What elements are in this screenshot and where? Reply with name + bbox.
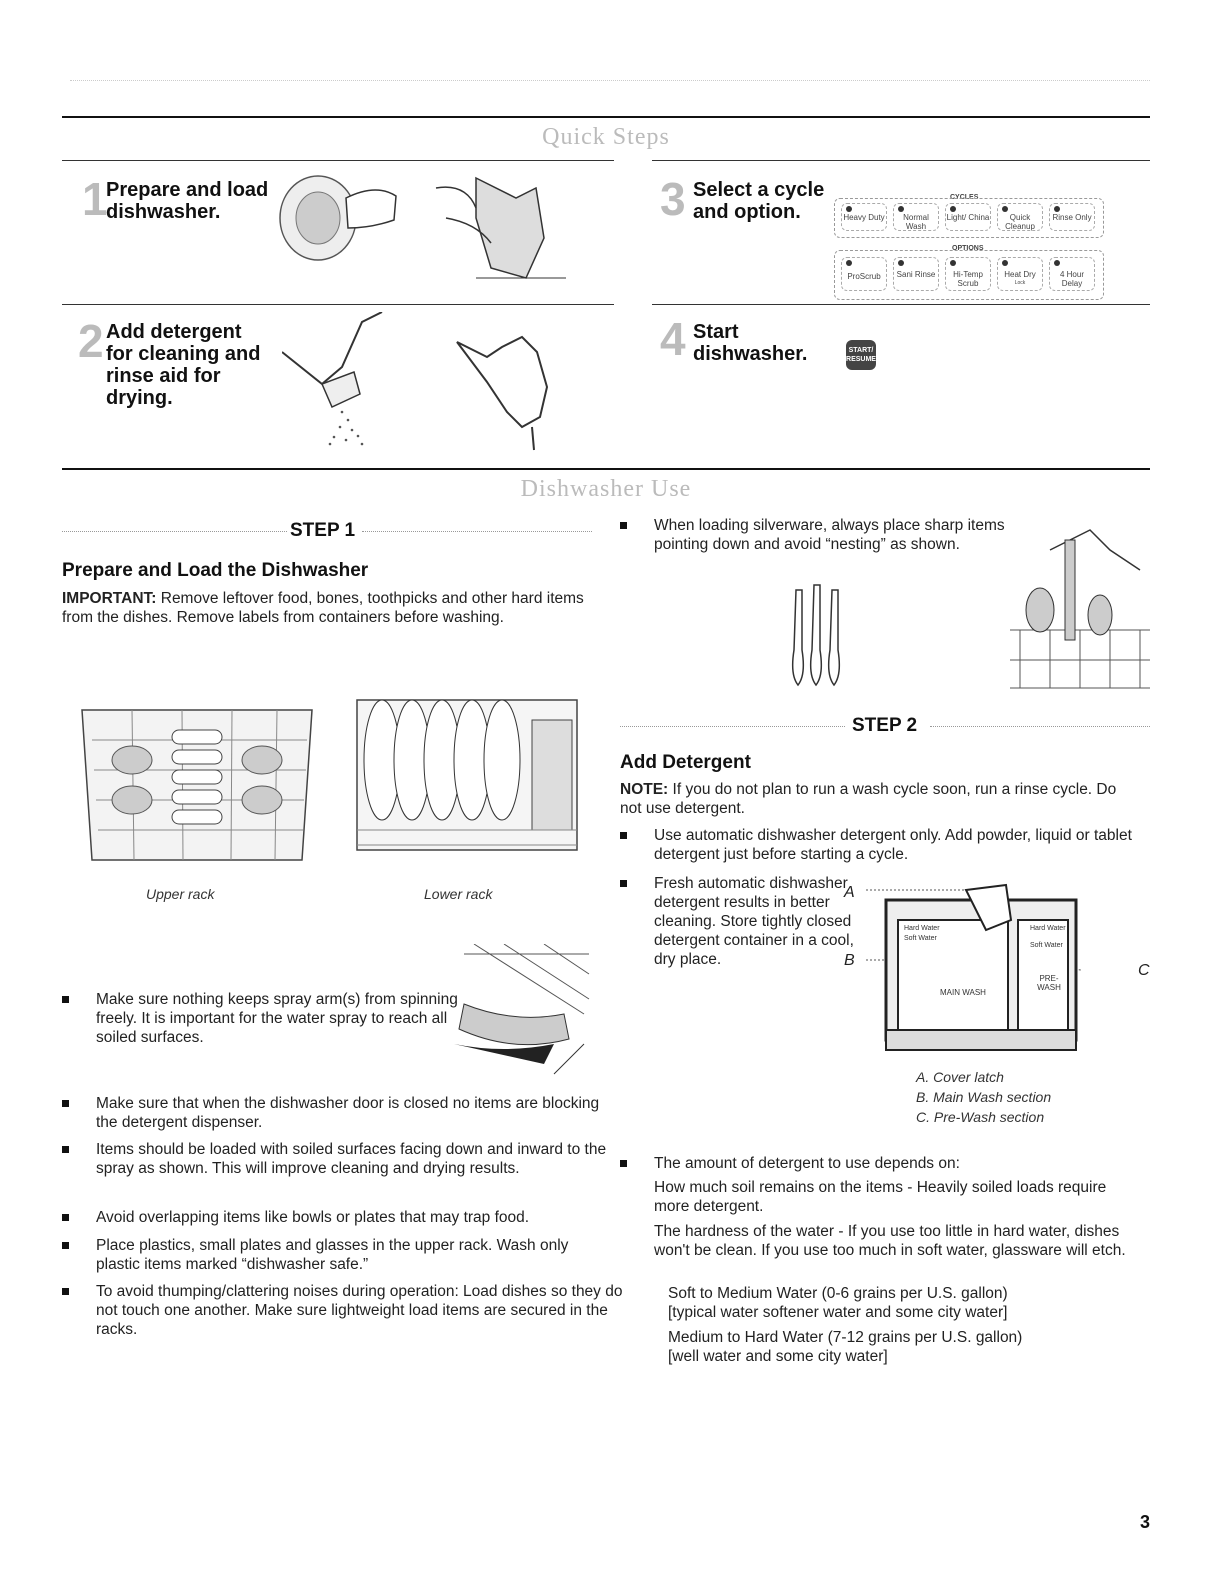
bullet-square xyxy=(62,1288,69,1295)
bullet-fresh-detergent-text: Fresh automatic dishwasher detergent results in better cleaning. Store tightly closed detergent container in a cool, dry place. xyxy=(654,875,854,968)
bullet-square xyxy=(620,522,627,529)
option-button-sani-rinse[interactable] xyxy=(893,257,939,291)
option-led xyxy=(846,260,852,266)
quick-step-2-line1: Add detergent xyxy=(106,321,242,343)
cycle-led xyxy=(846,206,852,212)
silverware-pointing-down-illustration xyxy=(784,580,854,690)
bullet-silverware xyxy=(620,516,1044,554)
bullet-automatic-detergent-text: Use automatic dishwasher detergent only. Add powder, liquid or tablet detergent just before starting a cycle. xyxy=(654,827,1132,863)
quick-steps-title: Quick Steps xyxy=(542,124,670,150)
step-2-dots-right xyxy=(930,726,1150,727)
quick-step-1-number: 1 xyxy=(82,173,108,225)
bullet-spray-arm-text: Make sure nothing keeps spray arm(s) from spinning freely. It is important for the water spray to reach all soiled surfaces. xyxy=(96,991,458,1046)
dispenser-legend xyxy=(916,1067,1051,1127)
lower-rack-caption: Lower rack xyxy=(424,886,493,902)
bullet-amount-detergent-text: The amount of detergent to use depends on: xyxy=(654,1155,960,1172)
cycle-label-rinse-only: Rinse Only xyxy=(1052,213,1092,222)
dispenser-soft-water-2: Soft Water xyxy=(1030,942,1063,949)
quick-step-4-text xyxy=(693,321,808,365)
option-label-hi-temp-scrub: Hi-Temp Scrub xyxy=(953,270,983,288)
note-paragraph xyxy=(620,780,1140,818)
cycle-button-heavy-duty[interactable] xyxy=(841,203,887,231)
step-2-heading: Add Detergent xyxy=(620,752,751,773)
spray-arm-illustration xyxy=(444,944,594,1084)
bullet-door-closed-text: Make sure that when the dishwasher door is closed no items are blocking the detergent dispenser. xyxy=(96,1095,600,1131)
dispenser-label-a: A xyxy=(844,884,855,901)
dishwasher-use-top-rule xyxy=(62,468,1150,470)
option-led xyxy=(1054,260,1060,266)
quick-step-2-number: 2 xyxy=(78,315,104,367)
quick-step-2-text xyxy=(106,321,260,409)
upper-rack-caption: Upper rack xyxy=(146,886,215,902)
bullet-soiled-surfaces xyxy=(62,1140,616,1178)
bullet-square xyxy=(620,880,627,887)
bullet-overlapping xyxy=(62,1208,626,1227)
quick-step-3-text xyxy=(693,179,824,223)
bullet-overlapping-text: Avoid overlapping items like bowls or plates that may trap food. xyxy=(96,1209,530,1226)
bullet-silverware-text: When loading silverware, always place sharp items pointing down and avoid “nesting” as shown. xyxy=(654,517,1005,553)
option-button-hi-temp-scrub[interactable] xyxy=(945,257,991,291)
step-1-heading: Prepare and Load the Dishwasher xyxy=(62,560,369,581)
upper-rack-illustration xyxy=(62,690,332,880)
pouring-detergent-illustration xyxy=(282,312,582,452)
page-number: 3 xyxy=(1140,1512,1151,1532)
bullet-square xyxy=(62,1214,69,1221)
cycles-panel xyxy=(834,198,1104,238)
option-button-proscrub[interactable] xyxy=(841,257,887,291)
bullet-square xyxy=(62,1146,69,1153)
hard-water-paragraph xyxy=(668,1328,1148,1366)
bullet-soiled-surfaces-text: Items should be loaded with soiled surfaces facing down and inward to the spray as shown. This will improve cleaning and drying results. xyxy=(96,1141,607,1177)
dispenser-label-c: C xyxy=(1138,962,1150,979)
bullet-plastics xyxy=(62,1236,616,1274)
cycles-label: CYCLES xyxy=(950,194,979,201)
quick-steps-mid-rule-right xyxy=(652,304,1150,305)
quick-step-3-number: 3 xyxy=(660,173,686,225)
bullet-spray-arm xyxy=(62,990,466,1047)
dispenser-label-b: B xyxy=(844,952,855,969)
option-label-proscrub: ProScrub xyxy=(847,272,881,281)
bullet-square xyxy=(62,996,69,1003)
legend-pre-wash-section: C. Pre-Wash section xyxy=(916,1109,1045,1125)
step-2-label: STEP 2 xyxy=(852,715,918,736)
important-paragraph xyxy=(62,589,592,627)
option-label-4-hour-delay: 4 Hour Delay xyxy=(1059,270,1084,288)
step-1-header xyxy=(62,520,592,544)
step-1-dots-left xyxy=(62,531,287,532)
bullet-noises xyxy=(62,1282,626,1339)
quick-step-3-line2: and option. xyxy=(693,201,801,223)
cycle-button-normal-wash[interactable] xyxy=(893,203,939,231)
option-led xyxy=(950,260,956,266)
step-1-dots-right xyxy=(362,531,592,532)
bullet-square xyxy=(620,1160,627,1167)
quick-step-1-line1: Prepare and load xyxy=(106,179,269,201)
hard-water-line2: [well water and some city water] xyxy=(668,1348,888,1365)
soft-water-paragraph xyxy=(668,1284,1148,1322)
quick-steps-top-rule xyxy=(62,116,1150,118)
dispenser-soft-water-1: Soft Water xyxy=(904,935,937,942)
dispenser-hard-water-1: Hard Water xyxy=(904,925,940,932)
bullet-square xyxy=(62,1100,69,1107)
quick-step-1-text xyxy=(106,179,268,223)
quick-steps-mid-rule-left xyxy=(62,304,614,305)
bullet-automatic-detergent xyxy=(620,826,1184,864)
option-button-heat-dry[interactable] xyxy=(997,257,1043,291)
quick-step-4-number: 4 xyxy=(660,313,686,365)
quick-step-4-line2: dishwasher. xyxy=(693,343,808,365)
scraping-plate-illustration xyxy=(276,168,576,294)
cycle-led xyxy=(898,206,904,212)
quick-step-4-line1: Start xyxy=(693,321,739,343)
quick-step-2-line4: drying. xyxy=(106,387,173,409)
start-resume-button[interactable]: START/ RESUME xyxy=(846,340,876,370)
amount-soil-paragraph: How much soil remains on the items - Heavily soiled loads require more detergent. xyxy=(654,1179,1107,1215)
amount-hardness-paragraph: The hardness of the water - If you use too little in hard water, dishes won't be clean. If you use too much in soft water, glassware will etch. xyxy=(654,1223,1126,1259)
legend-cover-latch: A. Cover latch xyxy=(916,1069,1004,1085)
quick-step-2-line3: rinse aid for xyxy=(106,365,221,387)
bullet-square xyxy=(620,832,627,839)
cycle-label-quick-cleanup: Quick Cleanup xyxy=(1005,213,1035,231)
soft-water-line1: Soft to Medium Water (0-6 grains per U.S. gallon) xyxy=(668,1285,1008,1302)
bullet-fresh-detergent xyxy=(620,874,860,969)
silverware-basket-illustration xyxy=(1010,520,1150,692)
step-2-header xyxy=(620,715,1150,739)
quick-step-1-line2: dishwasher. xyxy=(106,201,221,223)
cycle-button-rinse-only[interactable] xyxy=(1049,203,1095,231)
bullet-door-closed xyxy=(62,1094,606,1132)
lower-rack-illustration xyxy=(342,680,592,880)
quick-step-2-line2: for cleaning and xyxy=(106,343,261,365)
dispenser-main-wash: MAIN WASH xyxy=(940,988,986,997)
bullet-square xyxy=(62,1242,69,1249)
option-label-heat-dry: Heat Dry xyxy=(1004,270,1036,279)
bullet-plastics-text: Place plastics, small plates and glasses in the upper rack. Wash only plastic items marked “dishwasher safe.” xyxy=(96,1237,569,1273)
cycle-button-light-china[interactable] xyxy=(945,203,991,231)
cycle-led xyxy=(950,206,956,212)
quick-steps-rule-left xyxy=(62,160,614,161)
options-label: OPTIONS xyxy=(952,245,984,252)
dishwasher-use-title: Dishwasher Use xyxy=(520,476,692,502)
important-text: Remove leftover food, bones, toothpicks and other hard items from the dishes. Remove labels from containers before washing. xyxy=(62,590,584,626)
dispenser-hard-water-2: Hard Water xyxy=(1030,925,1066,932)
cycle-label-normal-wash: Normal Wash xyxy=(903,213,929,231)
step-1-label: STEP 1 xyxy=(290,520,356,541)
option-led xyxy=(1002,260,1008,266)
soft-water-line2: [typical water softener water and some city water] xyxy=(668,1304,1008,1321)
option-led xyxy=(898,260,904,266)
lock-label: Lock xyxy=(1014,280,1026,286)
bullet-noises-text: To avoid thumping/clattering noises during operation: Load dishes so they do not touch one another. Make sure lightweight load items are secured in the racks. xyxy=(96,1283,623,1338)
note-label: NOTE: xyxy=(620,781,669,798)
detergent-dispenser-illustration xyxy=(856,880,1084,1060)
note-text: If you do not plan to run a wash cycle soon, run a rinse cycle. Do not use detergent. xyxy=(620,781,1117,817)
option-button-4-hour-delay[interactable] xyxy=(1049,257,1095,291)
cycle-led xyxy=(1054,206,1060,212)
hard-water-line1: Medium to Hard Water (7-12 grains per U.S. gallon) xyxy=(668,1329,1023,1346)
quick-step-3-line1: Select a cycle xyxy=(693,179,825,201)
dispenser-pre-wash: PRE- WASH xyxy=(1037,974,1061,992)
cycle-label-light-china: Light/ China xyxy=(946,213,990,222)
cycle-button-quick-cleanup[interactable] xyxy=(997,203,1043,231)
bullet-amount-detergent xyxy=(620,1154,1174,1173)
legend-main-wash-section: B. Main Wash section xyxy=(916,1089,1052,1105)
options-panel xyxy=(834,250,1104,300)
step-2-dots-left xyxy=(620,726,845,727)
cycle-label-heavy-duty: Heavy Duty xyxy=(843,213,885,222)
quick-steps-rule-right xyxy=(652,160,1150,161)
header-dotted-line xyxy=(70,80,1150,81)
option-label-sani-rinse: Sani Rinse xyxy=(896,270,936,279)
cycle-led xyxy=(1002,206,1008,212)
important-label: IMPORTANT: xyxy=(62,590,157,607)
